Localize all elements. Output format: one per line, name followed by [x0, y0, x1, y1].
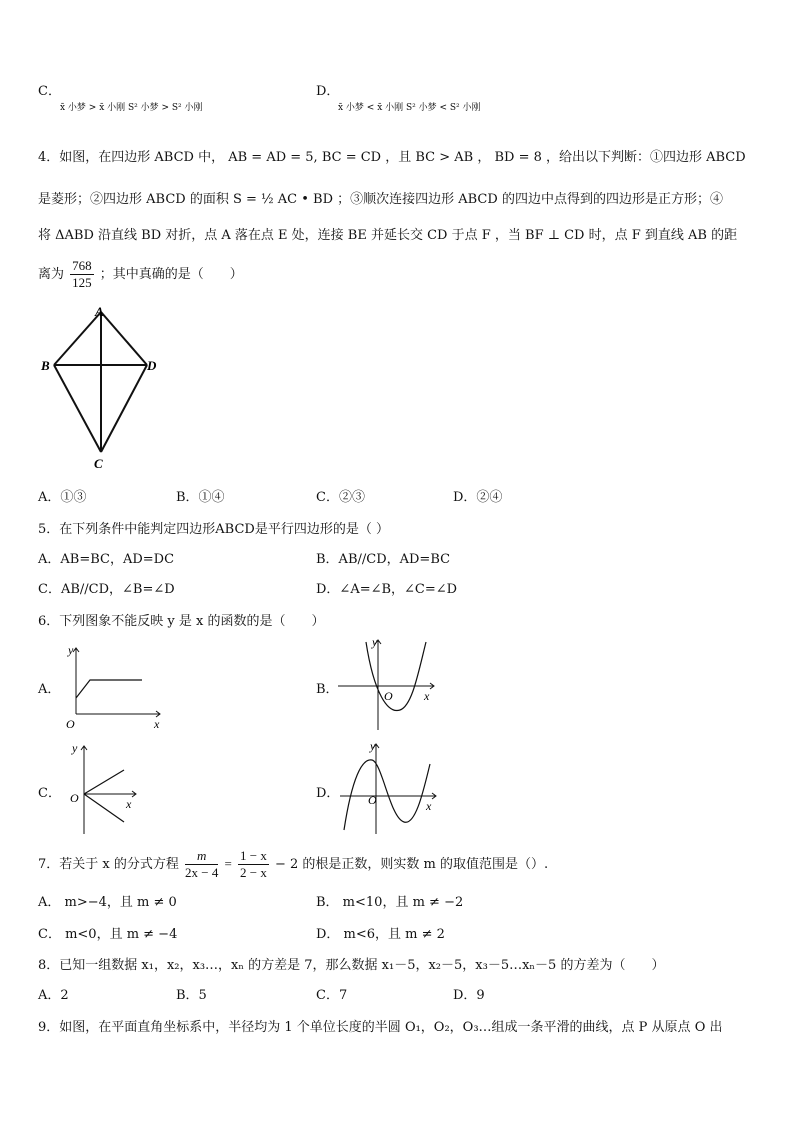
- kite-label-c: C: [94, 456, 103, 471]
- graph-d-x-label: x: [426, 799, 432, 813]
- graph-b-y-label: y: [372, 635, 378, 649]
- graph-c-origin-label: O: [70, 791, 79, 805]
- q4-fraction-num: 768: [72, 258, 92, 273]
- q4-option-c: C．②③: [316, 490, 365, 505]
- kite-edge-ab: [54, 312, 101, 365]
- graph-b-origin-label: O: [384, 689, 393, 703]
- q6-graph-b: [336, 634, 446, 734]
- graph-a-origin-label: O: [66, 717, 75, 731]
- q3-option-d-label: D．: [316, 84, 340, 99]
- graph-c-ray-up: [84, 770, 124, 794]
- q4-kite-figure: [36, 302, 166, 474]
- q7-fraction-2: [238, 848, 269, 881]
- graph-b-curve: [366, 642, 426, 710]
- q5-stem: 5．在下列条件中能判定四边形ABCD是平行四边形的是（ ）: [38, 522, 389, 537]
- kite-label-b: B: [41, 358, 50, 373]
- q5-option-b: B．AB//CD，AD=BC: [316, 552, 451, 567]
- kite-edge-ad: [101, 312, 147, 365]
- graph-b-x-label: x: [424, 689, 430, 703]
- graph-d-curve: [344, 760, 430, 830]
- q7-option-c: C． m<0，且 m ≠ −4: [38, 927, 178, 942]
- q5-option-c: C．AB//CD，∠B=∠D: [38, 582, 175, 597]
- q4-stem-line-3: 将 ΔABD 沿直线 BD 对折，点 A 落在点 E 处，连接 BE 并延长交 CD 于点 F ，当 BF ⊥ CD 时，点 F 到直线 AB 的距: [38, 228, 738, 243]
- q6-option-a-label: A．: [38, 682, 61, 697]
- q4-line4-post: ；其中真确的是（ ）: [99, 267, 243, 282]
- q4-stem-line-1: 4．如图，在四边形 ABCD 中， AB = AD = 5, BC = CD ，且 BC > AB ， BD = 8 ，给出以下判断：①四边形 ABCD: [38, 150, 746, 165]
- q4-fraction: [70, 258, 94, 291]
- kite-edge-bc: [54, 365, 101, 452]
- kite-edge-dc: [101, 365, 147, 452]
- q8-option-d: D．9: [453, 988, 485, 1003]
- q7-stem-pre: 7．若关于 x 的分式方程: [38, 857, 179, 872]
- q6-graph-c: [58, 738, 158, 838]
- q4-stem-line-2: 是菱形；②四边形 ABCD 的面积 S = ½ AC • BD ；③顺次连接四边形 ABCD 的四边中点得到的四边形是正方形；④: [38, 192, 723, 207]
- graph-a-x-label: x: [154, 717, 160, 731]
- q8-option-c: C．7: [316, 988, 348, 1003]
- graph-a-y-label: y: [68, 643, 74, 657]
- q6-option-c-label: C．: [38, 786, 61, 801]
- q7-fraction-2-num: 1 − x: [239, 848, 267, 863]
- q4-stem-line-4: [38, 258, 243, 291]
- q4-option-a: A．①③: [38, 490, 87, 505]
- q8-stem: 8．已知一组数据 x₁，x₂，x₃…，xₙ 的方差是 7，那么数据 x₁－5，x₂－5，x₃－5…xₙ－5 的方差为（ ）: [38, 958, 665, 973]
- q8-option-b: B．5: [176, 988, 207, 1003]
- q7-stem: [38, 848, 548, 881]
- q6-option-b-label: B．: [316, 682, 339, 697]
- q7-fraction-1: [185, 848, 218, 881]
- graph-a-curve: [76, 680, 142, 698]
- q3-option-c-label: C．: [38, 84, 61, 99]
- q5-option-a: A．AB=BC，AD=DC: [38, 552, 175, 567]
- q7-equals: =: [224, 856, 232, 871]
- q8-option-a: A．2: [38, 988, 69, 1003]
- q3-option-c-expr: x̄ 小梦 > x̄ 小刚 S² 小梦 > S² 小刚: [60, 103, 203, 113]
- q7-stem-post: − 2 的根是正数，则实数 m 的取值范围是（）.: [274, 857, 549, 872]
- graph-d-origin-label: O: [368, 793, 377, 807]
- q7-fraction-2-den: 2 − x: [239, 865, 267, 880]
- q7-option-b: B． m<10，且 m ≠ −2: [316, 895, 464, 910]
- graph-d-y-label: y: [370, 739, 376, 753]
- q9-stem: 9．如图，在平面直角坐标系中，半径均为 1 个单位长度的半圆 O₁，O₂，O₃…组成一条平滑的曲线，点 P 从原点 O 出: [38, 1020, 723, 1035]
- q6-stem: 6．下列图象不能反映 y 是 x 的函数的是（ ）: [38, 614, 325, 629]
- q7-option-a: A． m>−4，且 m ≠ 0: [38, 895, 177, 910]
- graph-c-y-label: y: [72, 741, 78, 755]
- q4-line4-pre: 离为: [38, 267, 65, 282]
- q6-graph-d: [336, 738, 446, 838]
- q7-fraction-1-den: 2x − 4: [185, 865, 219, 880]
- q6-graph-a: [58, 640, 168, 732]
- q4-fraction-den: 125: [72, 275, 92, 290]
- q3-option-d-expr: x̄ 小梦 < x̄ 小刚 S² 小梦 < S² 小刚: [338, 103, 481, 113]
- q6-option-d-label: D．: [316, 786, 340, 801]
- kite-label-a: A: [95, 304, 104, 319]
- q7-fraction-1-num: m: [185, 848, 218, 865]
- q7-option-d: D． m<6，且 m ≠ 2: [316, 927, 445, 942]
- graph-c-x-label: x: [126, 797, 132, 811]
- q5-option-d: D．∠A=∠B，∠C=∠D: [316, 582, 458, 597]
- q4-option-d: D．②④: [453, 490, 503, 505]
- graph-c-ray-down: [84, 794, 124, 822]
- kite-label-d: D: [147, 358, 157, 373]
- q4-option-b: B．①④: [176, 490, 225, 505]
